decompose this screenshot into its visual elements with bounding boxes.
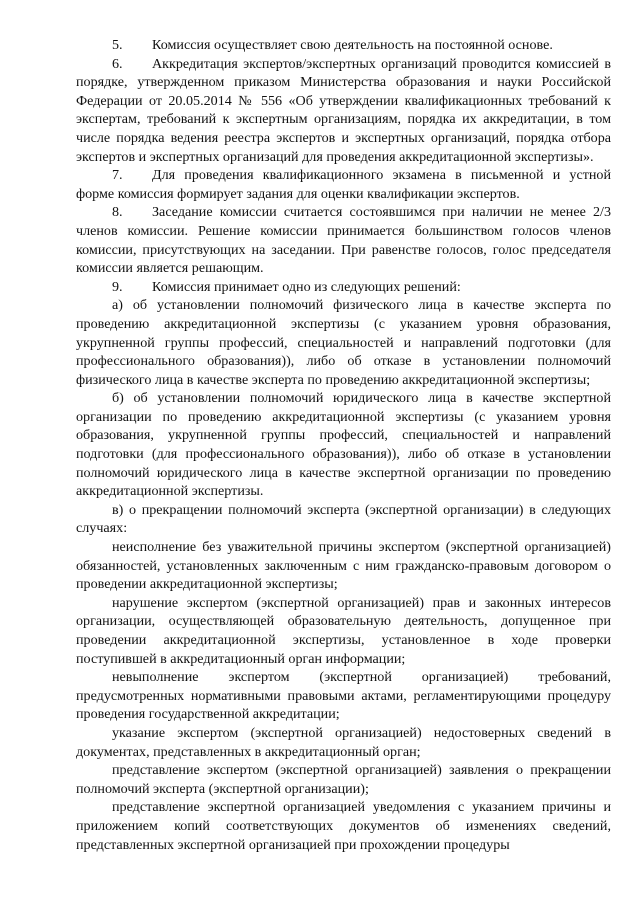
- case-item: невыполнение экспертом (экспертной организацией) требований, предусмотренных нормативными правовыми актами, регламентирующими процедуру проведения государственной аккредитации;: [76, 669, 611, 723]
- paragraph-text: Заседание комиссии считается состоявшимся при наличии не менее 2/3 членов комиссии. Решение комиссии принимается большинством голосов членов комиссии, присутствующих на заседании. При равенстве голосов, голос председателя комиссии является решающим.: [76, 204, 611, 277]
- paragraph-number: 5.: [112, 37, 123, 53]
- paragraph-number: 9.: [112, 278, 123, 295]
- paragraph-number: 6.: [112, 55, 123, 72]
- case-item: неисполнение без уважительной причины экспертом (экспертной организацией) обязанностей, установленных заключенным с ним гражданско-правовым договором о проведении аккредитационной экспертизы;: [76, 539, 611, 593]
- case-item: нарушение экспертом (экспертной организацией) прав и законных интересов организации, осуществляющей образовательную деятельность, допущенное при проведении аккредитационной экспертизы, установленное в ходе проверки поступившей в аккредитационный орган информации;: [76, 594, 611, 667]
- paragraph-9: [76, 278, 611, 297]
- paragraph-6: [76, 55, 611, 167]
- paragraph-text: Аккредитация экспертов/экспертных организаций проводится комиссией в порядке, утвержденном приказом Министерства образования и науки Российской Федерации от 20.05.2014 № 556 «Об утверждении квалификационных требований к экспертам, требований к экспертным организациям, порядка их аккредитации, в том числе порядка ведения реестра экспертов и экспертных организаций, порядка отбора экспертов и экспертных организаций для проведения аккредитационной экспертизы».: [76, 55, 611, 165]
- paragraph-8: [76, 203, 611, 277]
- document-body: [76, 36, 611, 854]
- case-item: представление экспертной организацией уведомления с указанием причины и приложением копий соответствующих документов об изменениях сведений, представленных экспертной организацией при прохождении процедуры: [76, 799, 611, 853]
- case-item: представление экспертом (экспертной организацией) заявления о прекращении полномочий эксперта (экспертной организации);: [76, 762, 611, 797]
- decision-a: а) об установлении полномочий физического лица в качестве эксперта по проведению аккредитационной экспертизы (с указанием уровня образования, укрупненной группы профессий, специальностей и направлений подготовки (для профессионального образования)), либо об отказе в установлении полномочий физического лица в качестве эксперта по проведению аккредитационной экспертизы;: [76, 297, 611, 388]
- paragraph-text: Для проведения квалификационного экзамена в письменной и устной форме комиссия формирует задания для оценки квалификации экспертов.: [76, 167, 611, 202]
- paragraph-number: 7.: [112, 167, 123, 184]
- paragraph-text: Комиссия осуществляет свою деятельность на постоянной основе.: [152, 37, 553, 53]
- decision-b: б) об установлении полномочий юридического лица в качестве экспертной организации по проведению аккредитационной экспертизы (с указанием уровня образования, укрупненной группы профессий, специальностей и направлений подготовки (для профессионального образования)), либо об отказе в установлении полномочий юридического лица в качестве экспертной организации по проведению аккредитационной экспертизы.: [76, 390, 611, 500]
- paragraph-7: [76, 166, 611, 203]
- decision-c: в) о прекращении полномочий эксперта (экспертной организации) в следующих случаях:: [76, 501, 611, 537]
- paragraph-text: Комиссия принимает одно из следующих решений:: [152, 278, 461, 295]
- case-item: указание экспертом (экспертной организацией) недостоверных сведений в документах, представленных в аккредитационный орган;: [76, 724, 611, 760]
- paragraph-5: [76, 36, 611, 55]
- paragraph-number: 8.: [112, 204, 123, 221]
